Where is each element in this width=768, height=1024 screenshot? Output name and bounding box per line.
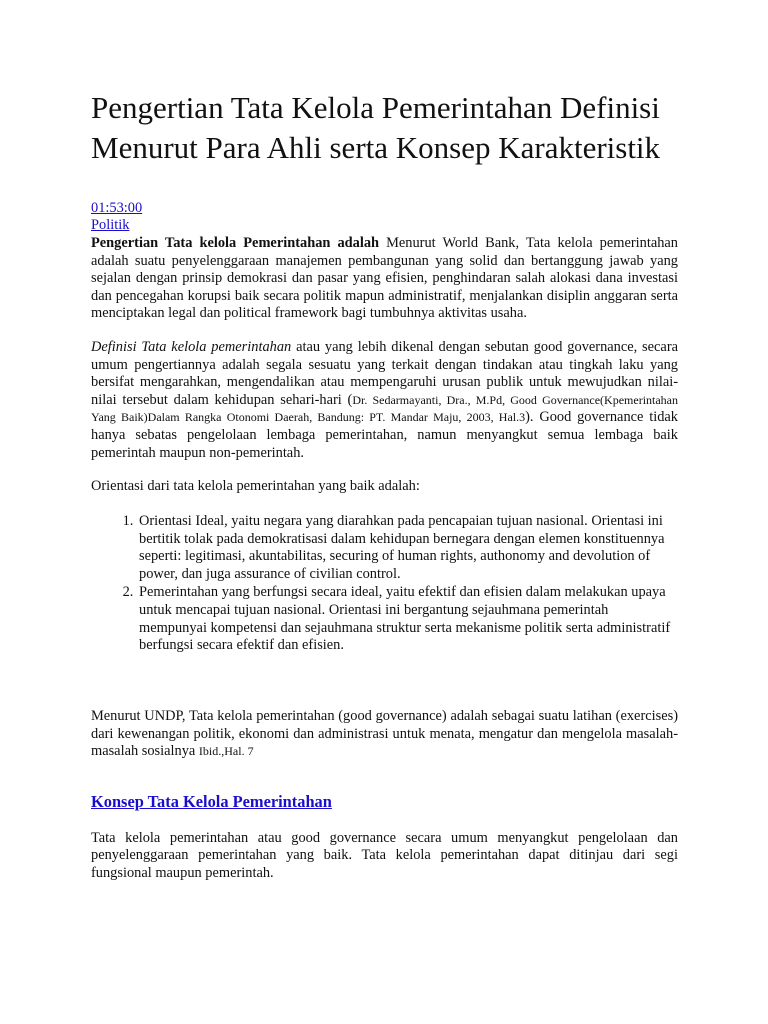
paragraph-concept: Tata kelola pemerintahan atau good governance secara umum menyangkut pengelolaan dan penyelenggaraan pemerintahan yang baik. Tata kelola pemerintahan dapat ditinjau dari segi fungsional maupun pemerintah. bbox=[91, 829, 678, 882]
paragraph-world-bank bbox=[91, 235, 678, 323]
paragraph-undp bbox=[91, 708, 678, 761]
paragraph-orientation-intro: Orientasi dari tata kelola pemerintahan yang baik adalah: bbox=[91, 478, 420, 495]
definition-term: Pengertian Tata kelola Pemerintahan adalah bbox=[91, 235, 380, 251]
paragraph-definition bbox=[91, 339, 678, 462]
article-title: Pengertian Tata Kelola Pemerintahan Definisi Menurut Para Ahli serta Konsep Karakteristik bbox=[91, 90, 661, 165]
post-time-link[interactable]: 01:53:00 bbox=[91, 200, 143, 216]
citation: Ibid.,Hal. 7 bbox=[198, 744, 254, 759]
list-item: 1. Orientasi Ideal, yaitu negara yang diarahkan pada pencapaian tujuan nasional. Orientasi ini bertitik tolak pada demokratisasi dalam kehidupan bernegara dengan elemen konstituennya seperti: legitimasi, akuntabilitas, securing of human rights, authonomy and devolution of power, dan juga assurance of civilian control. bbox=[137, 513, 678, 584]
paragraph-text: Menurut UNDP, Tata kelola pemerintahan (good governance) adalah sebagai suatu latihan (exercises) dari kewenangan politik, ekonomi dan administrasi untuk menata, mengatur dan mengelola masalah-masalah sosialnya bbox=[91, 708, 678, 760]
section-heading bbox=[91, 792, 678, 812]
list-item: 2. Pemerintahan yang berfungsi secara ideal, yaitu efektif dan efisien dalam melakukan upaya untuk mencapai tujuan nasional. Orientasi ini bergantung sejauhmana pemerintah mempunyai kompetensi dan sejauhmana struktur serta mekanisme politik serta administratif berfungsi secara efektif dan efisien. bbox=[137, 584, 678, 655]
paragraph-text: ). Good governance tidak hanya sebatas pengelolaan lembaga pemerintahan, namun menyangkut semua lembaga baik pemerintah maupun non-pemerintah. bbox=[91, 409, 678, 461]
definition-term-italic: Definisi Tata kelola pemerintahan bbox=[91, 338, 292, 355]
paragraph-text: atau yang lebih dikenal dengan sebutan good governance, secara umum pengertiannya adalah segala sesuatu yang terkait dengan tindakan atau tingkah laku yang bersifat mengarahkan, mengendalikan atau mempengaruhi urusan publik untuk mewujudkan nilai-nilai tersebut dalam kehidupan sehari-hari ( bbox=[91, 338, 678, 408]
citation: Dr. Sedarmayanti, Dra., M.Pd, Good Governance(Kpemerintahan Yang Baik)Dalam Rangka Otonomi Daerah, Bandung: PT. Mandar Maju, 2003, Hal.3 bbox=[91, 392, 679, 425]
post-meta bbox=[91, 200, 678, 234]
category-link[interactable]: Politik bbox=[91, 217, 130, 233]
paragraph-text: Menurut World Bank, Tata kelola pemerintahan adalah suatu penyelenggaraan manajemen pembangunan yang solid dan bertanggung jawab yang sejalan dengan prinsip demokrasi dan pasar yang efisien, penghindaran salah alokasi dana investasi dan pencegahan korupsi baik secara politik mapun administratif, menjalankan disiplin anggaran serta menciptakan legal dan political framework bagi tumbuhnya aktivitas usaha. bbox=[91, 235, 678, 322]
section-heading-link[interactable]: Konsep Tata Kelola Pemerintahan bbox=[91, 791, 332, 811]
orientation-list bbox=[91, 513, 678, 655]
article bbox=[91, 88, 678, 883]
